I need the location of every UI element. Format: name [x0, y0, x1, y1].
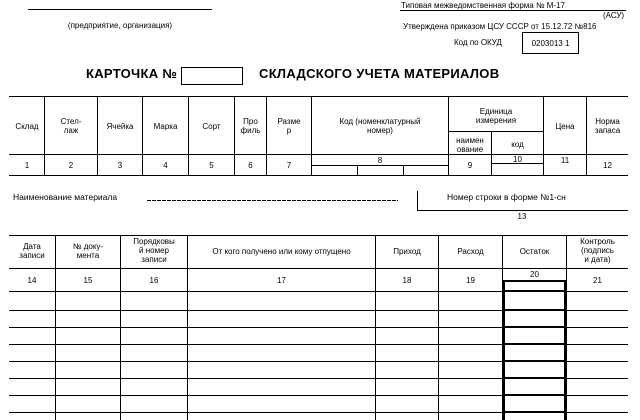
col-income: Приход: [393, 247, 421, 256]
table-row[interactable]: [9, 292, 628, 310]
col-from-to: От кого получено или кому отпущено: [212, 247, 351, 256]
table-row[interactable]: [9, 345, 628, 361]
col-order: Порядковы й номер записи: [133, 237, 175, 264]
num-3: 3: [117, 161, 123, 170]
col-doc: № доку- мента: [72, 242, 104, 260]
num-8: 8: [377, 156, 383, 165]
col-yacheyka: Ячейка: [106, 122, 134, 131]
col-stellazh: Стел- лаж: [60, 117, 82, 135]
num-21: 21: [593, 276, 602, 285]
num-11: 11: [560, 156, 570, 165]
okud-code: 0203013 1: [531, 39, 570, 48]
num-18: 18: [402, 276, 412, 285]
num-12: 12: [603, 161, 612, 170]
col-naimenovanie: наимен ование: [456, 136, 484, 154]
col-edinica: Единица измерения: [475, 107, 517, 125]
card-title-suffix: СКЛАДСКОГО УЧЕТА МАТЕРИАЛОВ: [259, 66, 500, 81]
material-name-label: Наименование материала: [13, 192, 118, 202]
form-system: (АСУ): [603, 11, 625, 20]
num-15: 15: [83, 276, 93, 285]
table-row[interactable]: [9, 328, 628, 344]
num-10: 10: [513, 155, 522, 164]
num-17: 17: [277, 276, 286, 285]
num-1: 1: [24, 161, 30, 170]
table-row[interactable]: [9, 362, 628, 378]
col-control: Контроль (подпись и дата): [580, 237, 615, 264]
table-row[interactable]: [9, 311, 628, 327]
approval-order: Утверждена приказом ЦСУ СССР от 15.12.72 №816: [403, 22, 597, 31]
table-row[interactable]: [9, 379, 628, 395]
col-sort: Сорт: [202, 122, 221, 131]
col-edkod: код: [511, 140, 524, 149]
num-5: 5: [209, 161, 214, 170]
num-20: 20: [530, 270, 539, 279]
num-19: 19: [466, 276, 475, 285]
num-6: 6: [248, 161, 253, 170]
material-name-field[interactable]: [147, 189, 398, 200]
num-4: 4: [163, 161, 168, 170]
col-sklad: Склад: [15, 122, 39, 131]
row-number-value: 13: [517, 212, 527, 221]
num-2: 2: [68, 161, 74, 170]
num-9: 9: [467, 161, 473, 170]
num-16: 16: [149, 276, 159, 285]
row-number-label: Номер строки в форме №1-сн: [447, 192, 566, 202]
num-14: 14: [27, 276, 37, 285]
num-7: 7: [286, 161, 292, 170]
col-expense: Расход: [457, 247, 484, 256]
col-date: Дата записи: [19, 242, 45, 260]
col-profil: Про филь: [240, 117, 261, 135]
col-cena: Цена: [555, 122, 575, 131]
form-name: Типовая межведомственная форма № М-17: [401, 1, 566, 10]
table-row[interactable]: [9, 396, 628, 412]
table-row[interactable]: [9, 413, 628, 420]
col-kod: Код (номенклатурный номер): [339, 117, 421, 135]
col-balance: Остаток: [519, 247, 550, 256]
org-caption: (предприятие, организация): [67, 21, 173, 30]
okud-label: Код по ОКУД: [454, 38, 502, 47]
col-marka: Марка: [153, 122, 178, 131]
col-razmer: Разме р: [277, 117, 301, 135]
card-title-prefix: КАРТОЧКА №: [86, 66, 178, 81]
col-norma: Норма запаса: [594, 117, 621, 135]
